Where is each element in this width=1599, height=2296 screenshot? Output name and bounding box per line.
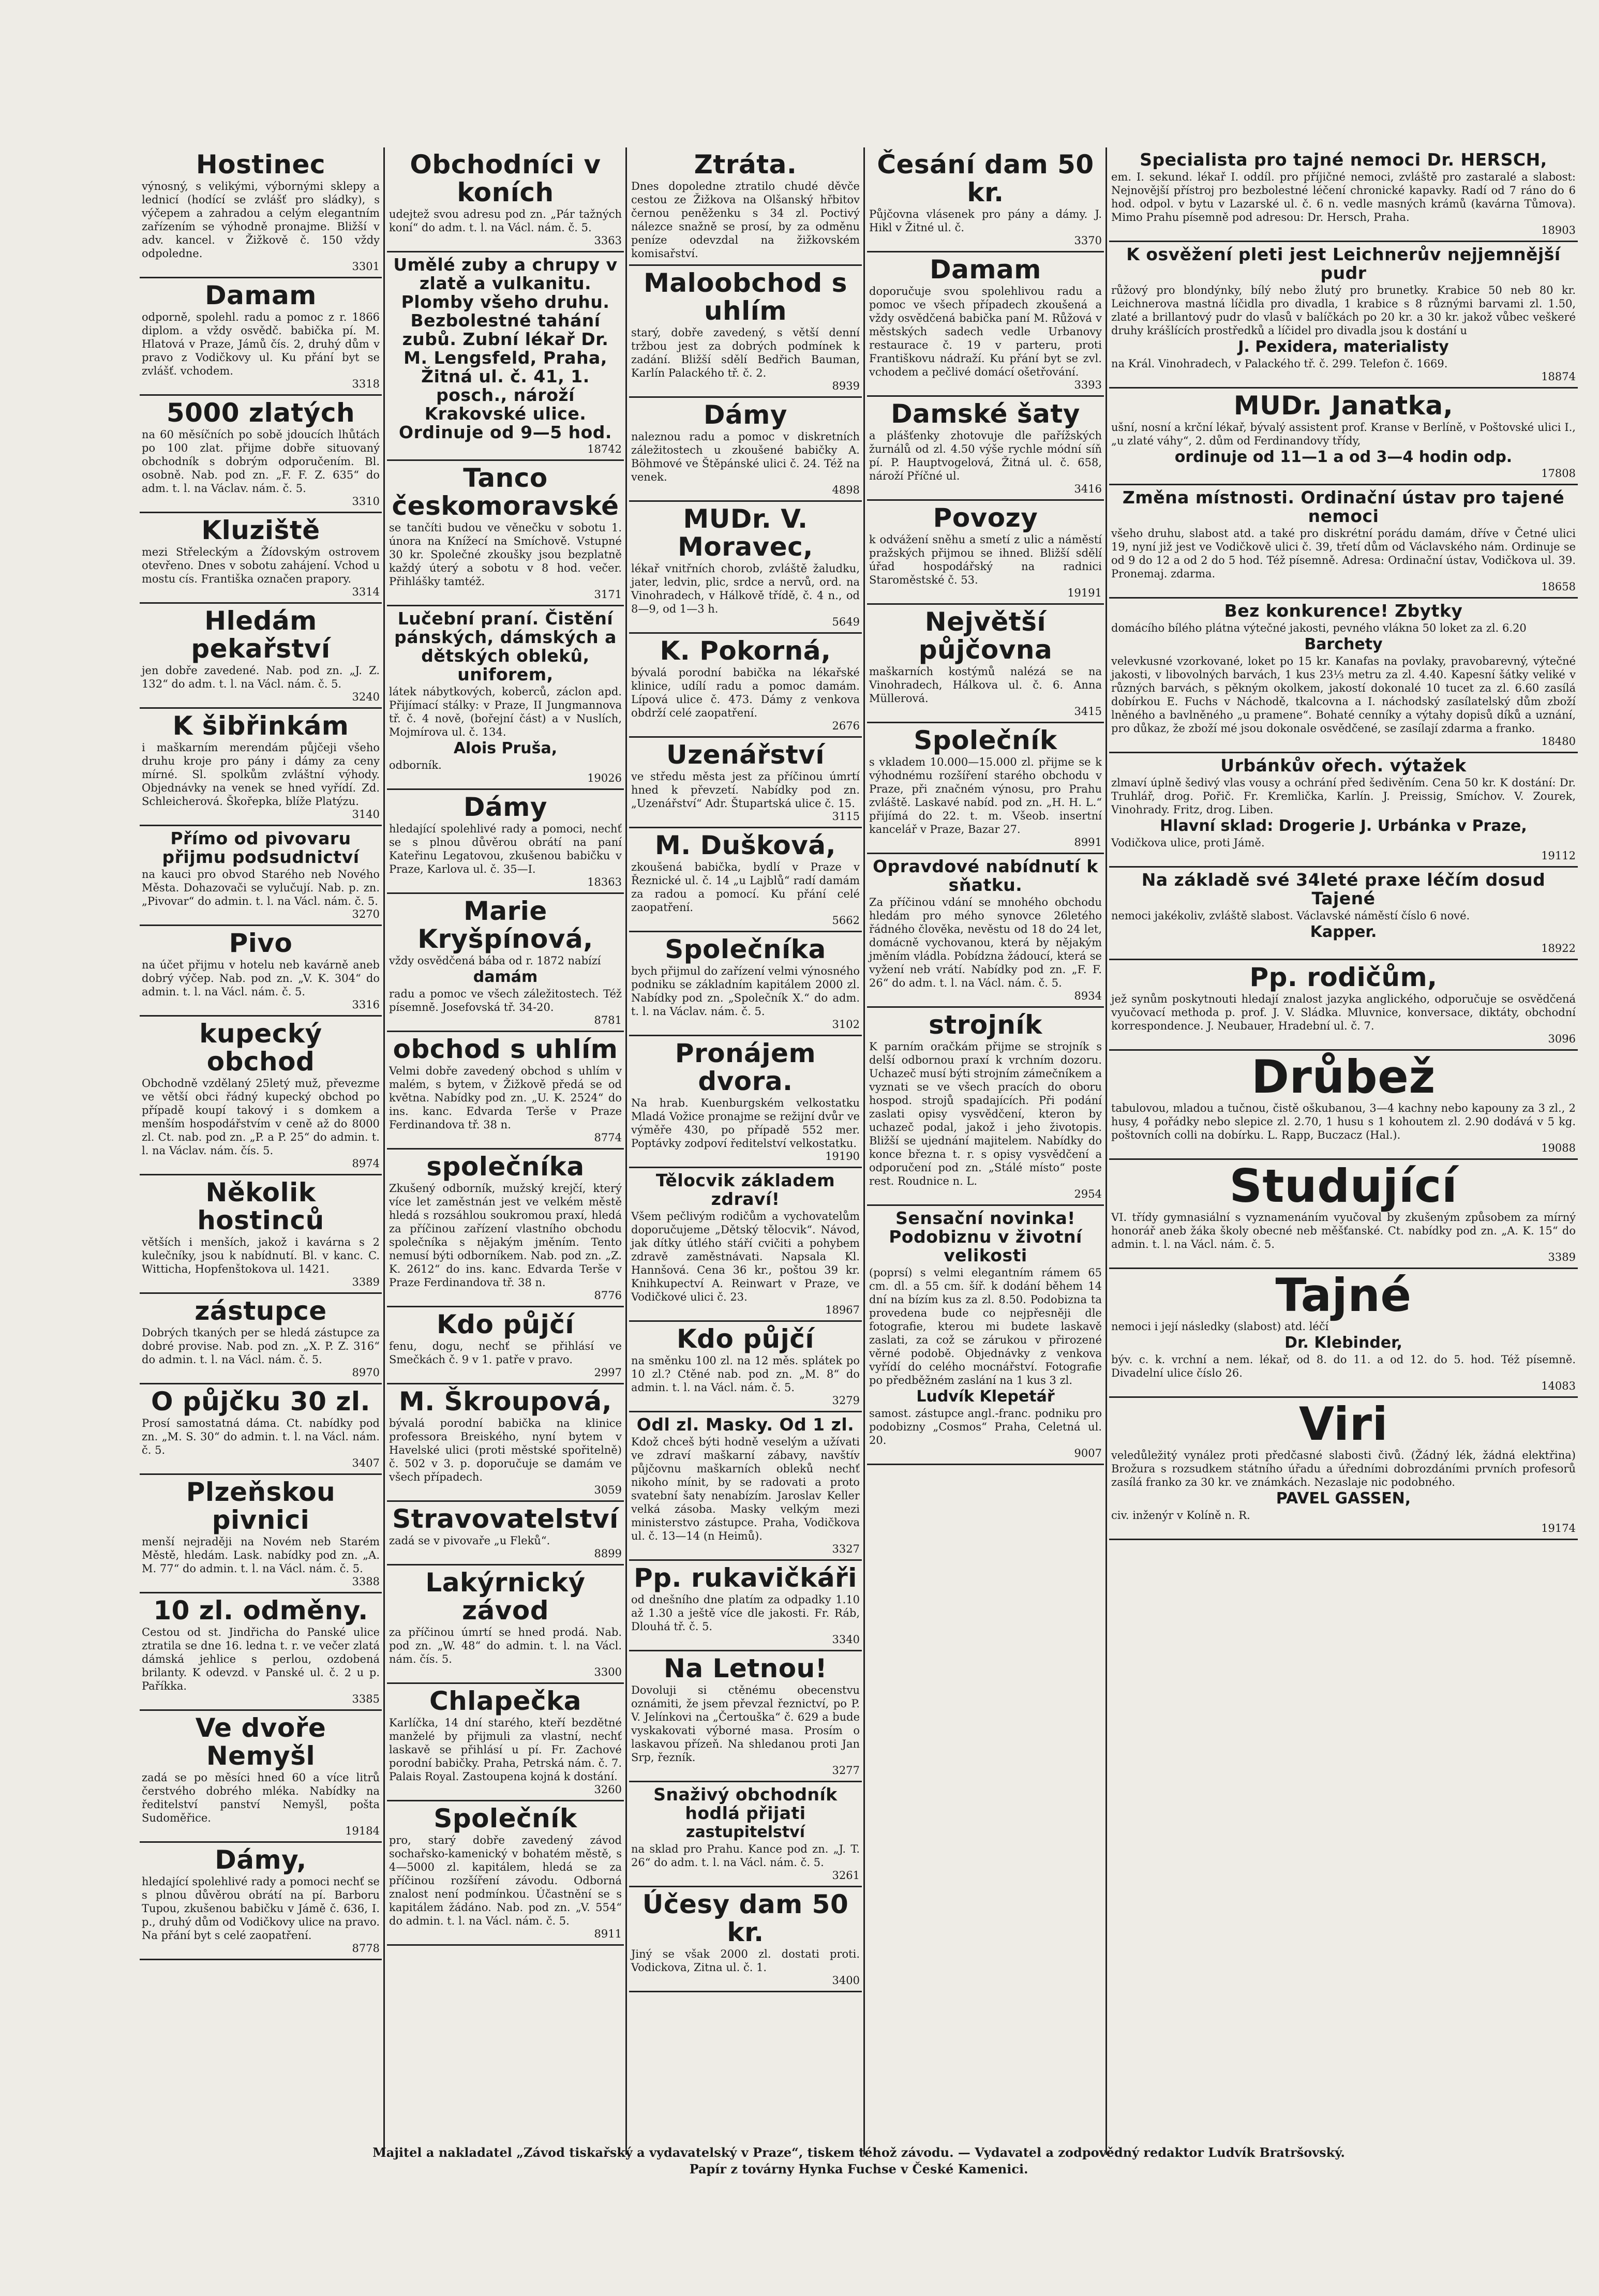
ad-headline: Dámy,: [215, 1845, 307, 1875]
classified-ad: [387, 1384, 624, 1502]
ad-headline: Hledám pekařství: [191, 606, 331, 664]
ad-subheading: Barchety: [1304, 635, 1383, 653]
ad-headline: Na základě své 34leté praxe léčím dosud Tajené: [1141, 870, 1546, 908]
ad-headline: 5000 zlatých: [166, 398, 355, 428]
classified-ad: [629, 1322, 862, 1412]
ad-column-4: [867, 147, 1104, 1465]
ad-number: 8939: [832, 380, 860, 392]
ad-number: 3407: [352, 1457, 380, 1469]
ad-body-continued: Vodičkova ulice, proti Jámě.: [1111, 837, 1265, 849]
ad-body: na účet přijmu v hotelu neb kavárně aneb dobrý výčep. Nab. pod zn. „V. K. 304“ do admin. t. l. na Václ. nám. č. 5.: [142, 959, 380, 998]
classified-ad: [140, 1294, 382, 1384]
ad-headline: zástupce: [195, 1296, 327, 1326]
ad-number: 3102: [832, 1018, 860, 1031]
classified-ad: [1109, 599, 1578, 753]
ad-body: s vkladem 10.000—15.000 zl. přijme se k výhodnému rozšíření starého obchodu v Praze, při značném výnosu, pro Prahu zvláště. Laskavé nabíd. pod zn. „H. H. L.“ přijímá do 22. t. m. Všeob. insertní kancelář v Praze, Bazar 27.: [869, 756, 1102, 836]
classified-ad: [387, 147, 624, 252]
classified-ad: [1109, 753, 1578, 868]
ad-body: Velmi dobře zavedený obchod s uhlím v malém, s bytem, v Žižkově předá se od května. Nabídky pod zn. „U. K. 2524“ do ins. kanc. Edvarda Terše v Praze Ferdinandova tř. 38 n.: [389, 1065, 622, 1131]
ad-number: 3310: [352, 495, 380, 508]
classified-ad: [867, 605, 1104, 723]
column-divider: [625, 147, 627, 2155]
ad-headline: Lučební praní. Čistění pánských, dámských a dětských oblekû, uniforem,: [394, 608, 617, 684]
ad-headline: Účesy dam 50 kr.: [642, 1889, 849, 1947]
classified-ad: [387, 1566, 624, 1684]
ad-number: 5649: [832, 616, 860, 628]
ad-body: i maškarním merendám půjčeji všeho druhu kroje pro pány i dámy za ceny mírné. Sl. spolkům zvláštní výhody. Objednávky na venek se hned vyřídí. Zd. Schleicherová. Škořepka, blíže Platýzu.: [142, 741, 380, 808]
classified-ad: [1109, 1269, 1578, 1398]
classified-ad: [629, 1036, 862, 1168]
ad-subheading: Dr. Klebinder,: [1284, 1334, 1402, 1352]
ad-headline: Plzeňskou pivnici: [186, 1477, 336, 1535]
ad-headline: Na Letnou!: [663, 1653, 827, 1683]
ad-number: 18658: [1541, 580, 1576, 593]
classified-ad: [629, 266, 862, 398]
ad-headline: Obchodníci v koních: [410, 150, 601, 207]
classified-ad: [387, 606, 624, 790]
ad-body: na kauci pro obvod Starého neb Nového Města. Dohazovači se vylučují. Nab. p. zn. „Pivovar“ do admin. t. l. na Václ. nám. č. 5.: [142, 868, 380, 907]
ad-body: veledůležitý vynález proti předčasné slabosti čivů. (Žádný lék, žádná elektřina) Brožura s rozsudkem státního úřadu a úředními dobrozdáními prvních profesorů zasílá franko za 30 kr. ve známkách. Nezaslaje nic podobného.: [1111, 1449, 1576, 1488]
classified-ad: [1109, 960, 1578, 1051]
ad-headline: kupecký obchod: [199, 1019, 322, 1077]
ad-headline: Několik hostinců: [197, 1177, 324, 1235]
ad-headline: Opravdové nabídnutí k sňatku.: [873, 856, 1098, 895]
classified-ad: [140, 826, 382, 926]
ad-subheading: damám: [473, 968, 538, 986]
imprint-footer: [140, 2144, 1578, 2178]
ad-headline: Drůbež: [1251, 1050, 1436, 1104]
classified-ad: [867, 854, 1104, 1008]
ad-headline: Kdo půjčí: [676, 1324, 815, 1354]
ad-body: výnosný, s velikými, výbornými sklepy a lednicí (hodící se zvlášť pro sládky), s výčepem a zahradou a celým elegantním zařízením se výhodně pronajme. Bližší v adv. kancel. v Žižkově č. 150 vždy odpoledne.: [142, 180, 380, 260]
classified-ad: [629, 828, 862, 932]
ad-body: starý, dobře zavedený, s větší denní tržbou jest za dobrých podmínek k zadání. Bližší sdělí Bedřich Bauman, Karlín Palackého tř. č. 2.: [631, 326, 860, 379]
ad-number: 3140: [352, 808, 380, 821]
ad-body: Jiný se však 2000 zl. dostati proti. Vodickova, Zitna ul. č. 1.: [631, 1948, 860, 1974]
ad-body: jež synům poskytnouti hledají znalost jazyka anglického, odporučuje se osvědčená vyučovací methoda p. prof. J. V. Sládka. Mluvnice, konversace, diktáty, obchodní korrespondence. J. Neubauer, Hradební ul. č. 7.: [1111, 993, 1576, 1032]
ad-body: Dovoluji si ctěnému obecenstvu oznámiti, že jsem převzal řeznictví, po P. V. Jelínkovi na „Čertouška“ č. 629 a bude vyskakovati výborné masa. Prosím o laskavou přízeň. Na shledanou proti Jan Srp, řezník.: [631, 1684, 860, 1764]
ad-number: 8776: [594, 1289, 622, 1302]
ad-headline: M. Dušková,: [654, 830, 836, 860]
ad-headline: strojník: [929, 1010, 1042, 1040]
ad-body: vždy osvědčená bába od r. 1872 nabízí: [389, 955, 601, 967]
ad-number: 19184: [345, 1825, 380, 1837]
newspaper-page: [140, 132, 1578, 2181]
ad-body-continued: civ. inženýr v Kolíně n. R.: [1111, 1509, 1250, 1522]
ad-number: 3370: [1074, 234, 1102, 247]
ad-number: 14083: [1541, 1380, 1576, 1392]
classified-ad: [140, 1843, 382, 1960]
classified-ad: [140, 709, 382, 826]
ad-body: pro, starý dobře zavedený závod sochařsko-kamenický v bohatém městě, s 4—5000 zl. kapitálem, hledá se za příčinou rozšíření závodu. Odborná znalost není podmínkou. Účastnění se s kapitálem žádáno. Nab. pod zn. „V. 554“ do admin. t. l. na Václ. nám. č. 5.: [389, 1834, 622, 1927]
ad-headline: Hostinec: [196, 150, 326, 180]
ad-number: 4898: [832, 484, 860, 496]
ad-headline: Damské šaty: [891, 399, 1080, 429]
ad-headline: Stravovatelství: [392, 1504, 619, 1534]
classified-ad: [867, 1008, 1104, 1206]
classified-ad: [140, 147, 382, 278]
classified-ad: [140, 1475, 382, 1593]
ad-number: 3260: [594, 1783, 622, 1796]
ad-body: jen dobře zavedené. Nab. pod zn. „J. Z. 132“ do adm. t. l. na Václ. nám. č. 5.: [142, 664, 380, 690]
ad-headline: K osvěžení pleti jest Leichnerův nejjemnější pudr: [1126, 244, 1561, 283]
ad-body: za příčinou úmrtí se hned prodá. Nab. pod zn. „W. 48“ do admin. t. l. na Václ. nám. čís. 5.: [389, 1626, 622, 1665]
ad-headline: Pivo: [229, 928, 293, 958]
ad-headline: Bez konkurence! Zbytky: [1224, 601, 1463, 621]
classified-ad: [140, 278, 382, 396]
ad-number: 3340: [832, 1633, 860, 1646]
ad-body: fenu, dogu, nechť se přihlásí ve Smečkách č. 9 v 1. patře v pravo.: [389, 1340, 622, 1366]
ad-subheading: Kapper.: [1310, 923, 1377, 941]
classified-ad: [387, 1684, 624, 1801]
ad-body: naleznou radu a pomoc v diskretních záležitostech u zkoušené babičky A. Böhmové ve Štěpánské ulici č. 24. Též na venek.: [631, 430, 860, 483]
ad-number: 2997: [594, 1366, 622, 1379]
ad-headline: K šibřinkám: [172, 711, 349, 741]
ad-number: 8970: [352, 1366, 380, 1379]
ad-subheading: zastupitelství: [685, 1823, 805, 1841]
classified-ad: [629, 398, 862, 502]
classified-ad: [1109, 389, 1578, 485]
ad-body: Kdož chceš býti hodně veselým a užívati ve zdraví maškarní zábavy, navštív půjčovnu maškarních obleků nechť nikoho mínit, by se radovati a proto svatební šaty nenabízím. Jaroslav Keller velká zásoba. Masky velkým mezi ministerstvo zástupce. Praha, Vodičkova ul. č. 13—14 (n Heimů).: [631, 1436, 860, 1542]
ad-number: 8778: [352, 1942, 380, 1955]
ad-subheading: Ludvík Klepetář: [916, 1388, 1055, 1406]
ad-headline: Tanco českomoravské: [392, 463, 619, 521]
ad-body: Cestou od st. Jindřicha do Panské ulice ztratila se dne 16. ledna t. r. ve večer zlatá dámská jehlice s perlou, ozdobená brilanty. K odevzd. v Panské ul. č. 2 u p. Paříkka.: [142, 1626, 380, 1692]
ad-body-continued: odborník.: [389, 759, 442, 771]
classified-ad: [867, 147, 1104, 252]
imprint-line-1: Majitel a nakladatel „Závod tiskařský a vydavatelský v Praze“, tiskem téhož závodu. — Vydavatel a zodpovědný redaktor Ludvík Bratršovský.: [372, 2145, 1345, 2160]
ad-body: Dobrých tkaných per se hledá zástupce za dobré provise. Nab. pod zn. „X. P. Z. 316“ do admin. t. l. na Václ. nám. č. 5.: [142, 1326, 380, 1366]
ad-headline: Kluziště: [201, 515, 320, 545]
ad-body: zkoušená babička, bydlí v Praze v Řeznické ul. č. 14 „u Lajblů“ radí damám za radou a pomocí. Ku přání celé zaopatření.: [631, 861, 860, 914]
imprint-line-2: Papír z továrny Hynka Fuchse v České Kamenici.: [689, 2161, 1028, 2176]
ad-body: udejtež svou adresu pod zn. „Pár tažných koní“ do adm. t. l. na Václ. nám. č. 5.: [389, 208, 622, 234]
ad-headline: Sensační novinka! Podobiznu v životní velikosti: [889, 1208, 1082, 1265]
ad-number: 8774: [594, 1131, 622, 1144]
column-divider: [863, 147, 865, 2155]
ad-number: 2676: [832, 720, 860, 732]
ad-number: 3415: [1074, 705, 1102, 718]
ad-body: Prosí samostatná dáma. Ct. nabídky pod zn. „M. S. 30“ do admin. t. l. na Václ. nám. č. 5.: [142, 1417, 380, 1456]
classified-ad: [140, 1711, 382, 1843]
ad-number: 5662: [832, 914, 860, 927]
classified-ad: [1109, 1398, 1578, 1540]
ad-headline: Největší půjčovna: [918, 607, 1053, 665]
ad-body-continued: býv. c. k. vrchní a nem. lékař, od 8. do 11. a od 12. do 5. hod. Též písemně. Divadelní ulice číslo 26.: [1111, 1353, 1576, 1379]
ad-subheading: PAVEL GASSEN,: [1276, 1489, 1411, 1508]
ad-headline: O půjčku 30 zl.: [151, 1386, 371, 1417]
ad-body-continued: radu a pomoc ve všech záležitostech. Též písemně. Josefovská tř. 34-20.: [389, 988, 622, 1013]
ad-body: lékař vnitřních chorob, zvláště žaludku, jater, ledvin, plic, srdce a nervů, ord. na Vinohradech, v Hálkově třídě, č. 4 n., od 8—9, od 1—3 h.: [631, 562, 860, 615]
ad-headline: Chlapečka: [429, 1686, 581, 1716]
ad-headline: M. Škroupová,: [399, 1386, 612, 1417]
ad-body: tabulovou, mladou a tučnou, čistě oškubanou, 3—4 kachny nebo kapouny za 3 zl., 2 husy, 4 pořádky nebo slepice zl. 2.70, 1 husu s 1 kohoutem zl. 2.90 dodává v 5 kg. poštovních colli na dobírku. L. Rapp, Buczacz (Hal.).: [1111, 1102, 1576, 1141]
ad-number: 3314: [352, 586, 380, 598]
ad-body: k odvážení sněhu a smetí z ulic a náměstí pražských přijmou se ihned. Bližší sdělí úřad hospodářský na radnici Staroměstské č. 53.: [869, 533, 1102, 586]
ad-number: 19088: [1541, 1142, 1576, 1154]
ad-number: 3388: [352, 1575, 380, 1588]
classified-ad: [867, 501, 1104, 605]
ad-number: 8781: [594, 1014, 622, 1026]
ad-body: Na hrab. Kuenburgském velkostatku Mladá Vožice pronajme se režijní dvůr ve výměře 430, po případě 552 mer. Poptávky zodpoví ředitelství velkostatku.: [631, 1097, 860, 1150]
ad-body: nemoci i její následky (slabost) atd. léčí: [1111, 1320, 1329, 1333]
ad-body: maškarních kostýmů nalézá se na Vinohradech, Hálkova ul. č. 6. Anna Müllerová.: [869, 665, 1102, 705]
ad-number: 8974: [352, 1157, 380, 1170]
ad-headline: Dámy: [464, 792, 547, 822]
ad-headline: K. Pokorná,: [660, 636, 831, 666]
ad-headline: Kdo půjčí: [436, 1309, 575, 1339]
classified-ad: [140, 513, 382, 604]
classified-ad: [629, 1887, 862, 1992]
ad-headline: Viri: [1298, 1397, 1388, 1451]
ad-headline: Marie Kryšpínová,: [417, 896, 593, 954]
ad-number: 8911: [594, 1928, 622, 1940]
ad-headline: Pp. rukavičkáři: [634, 1563, 857, 1593]
classified-ad: [387, 1502, 624, 1566]
classified-ad: [629, 634, 862, 738]
ad-body-continued: velevkusné vzorkované, loket po 15 kr. Kanafas na povlaky, pravobarevný, výtečné jakosti, v libovolných barvách, 1 kus 23⅓ metru za zl. 4.40. Kapesní šátky veliké v různých barvách, s pěkným okolkem, jakostí dokonalé 10 tucet za zl. 6.60 zasílá dobírkou E. Fuchs v Náchodě, tkalcovna a I. náchodský zasílatelský dům zboží lněného a bavlněného „u pramene“. Bohaté cenníky a výtahy dopisů díků a uznání, pro důkaz, že zboží mé jsou dokonale osvědčené, se zasílají zdarma a franko.: [1111, 655, 1576, 735]
ad-number: 3261: [832, 1869, 860, 1882]
ad-body: větších i menších, jakož i kavárna s 2 kulečníky, jsou k nabídnutí. Bl. v kanc. C. Witticha, Hopfenštokova ul. 1421.: [142, 1236, 380, 1275]
classified-ad: [387, 461, 624, 606]
ad-body: hledající spolehlivé rady a pomoci, nechť se s plnou důvěrou obrátí na paní Kateřinu Legatovou, zkušenou babičku v Praze, Karlova ul. č. 35—I.: [389, 823, 622, 875]
ad-number: 3318: [352, 378, 380, 390]
classified-ad: [387, 894, 624, 1032]
ad-headline: Studující: [1229, 1159, 1458, 1213]
classified-ad: [140, 1175, 382, 1294]
ad-number: 3389: [352, 1276, 380, 1288]
ad-number: 3096: [1548, 1033, 1576, 1045]
ad-headline: Dámy: [704, 400, 787, 430]
ad-headline: Tělocvik základem zdraví!: [655, 1170, 835, 1209]
ad-body-continued: samost. zástupce angl.-franc. podniku pro podobizny „Cosmos“ Praha, Celetná ul. 20.: [869, 1407, 1102, 1447]
ad-number: 19174: [1541, 1522, 1576, 1534]
ad-number: 3316: [352, 998, 380, 1011]
ad-headline: Česání dam 50 kr.: [877, 150, 1094, 207]
ad-body: růžový pro blondýnky, bílý nebo žlutý pro brunetky. Krabice 50 neb 80 kr. Leichnerova mastná líčidla pro divadla, 1 krabice s 8 různými barvami zl. 1.50, zlaté a brillantový pudr do vlasů v balíčkách po 20 kr. a 30 kr. jakož vůbec veškeré druhy krášlících prostředků a líčidel pro divadla jsou k dostání u: [1111, 284, 1576, 337]
ad-body: Všem pečlivým rodičům a vychovatelům doporučujeme „Dětský tělocvik“. Návod, jak dítky útlého stáří cvičiti a pohybem zdravě zaměstnávati. Napsala Kl. Hannšová. Cena 36 kr., poštou 39 kr. Knihkupectví A. Reinwart v Praze, ve Vodičkové ulici č. 23.: [631, 1210, 860, 1303]
ad-number: 18480: [1541, 735, 1576, 748]
ad-body: nemoci jakékoliv, zvláště slabost. Václavské náměstí číslo 6 nové.: [1111, 910, 1470, 922]
ad-headline: Společníka: [665, 934, 826, 964]
ad-number: 8934: [1074, 990, 1102, 1002]
classified-ad: [1109, 147, 1578, 242]
ad-body: na směnku 100 zl. na 12 měs. splátek po 10 zl.? Ctěné nab. pod zn. „M. 8“ do admin. t. l. na Václ. nám. č. 5.: [631, 1354, 860, 1394]
ad-number: 3300: [594, 1666, 622, 1678]
ad-body: a plášťenky zhotovuje dle pařížských žurnálů od zl. 4.50 výše rychle módní síň pí. P. Hauptvogelová, Žitná ul. č. 658, nároží Příčné ul.: [869, 429, 1102, 482]
ad-body: na 60 měsíčních po sobě jdoucích lhůtách po 100 zlat. přijme dobře situovaný obchodník s dobrým odporučením. Bl. osobně. Nab. pod zn. „F. F. Z. 635“ do adm. t. l. na Václav. nám. č. 5.: [142, 428, 380, 495]
ad-number: 3279: [832, 1394, 860, 1407]
classified-ad: [387, 1801, 624, 1946]
ad-body: VI. třídy gymnasiální s vyznamenáním vyučoval by zkušeným způsobem za mírný honorář aneb žáka školy obecné neb měšťanské. Ct. nabídky pod zn. „A. K. 15“ do admin. t. l. na Václ. nám. č. 5.: [1111, 1211, 1576, 1250]
classified-ad: [1109, 868, 1578, 960]
ad-headline: Uzenářství: [666, 740, 825, 770]
ad-body: látek nábytkových, koberců, záclon apd. Přijímací stálky: v Praze, II Jungmannova tř. č. 4 nově, (bořejní část) a v Nuslích, Mojmírova ul. č. 134.: [389, 685, 622, 738]
classified-ad: [140, 1384, 382, 1475]
ad-body: ve středu města jest za příčinou úmrtí hned k převzetí. Nabídky pod zn. „Uzenářství“ Adr. Štupartská ulice č. 15.: [631, 770, 860, 810]
ad-column-2: [387, 147, 624, 1946]
ad-subheading: Alois Pruša,: [453, 739, 558, 757]
ad-body: od dnešního dne platím za odpadky 1.10 až 1.30 a ještě více dle jakosti. Fr. Ráb, Dlouhá tř. č. 5.: [631, 1593, 860, 1633]
ad-number: 3416: [1074, 483, 1102, 495]
ad-number: 3277: [832, 1764, 860, 1777]
ad-body: Zkušený odborník, mužský krejčí, který více let zaměstnán jest ve velkém městě hledá s rozsáhlou soukromou praxí, hledá za příčinou zařízení vlastního obchodu společníka s nějakým jměním. Tento nemusí býti odborníkem. Nab. pod zn. „Z. K. 2612“ do ins. kanc. Edvarda Terše v Praze Ferdinandova tř. 38 n.: [389, 1182, 622, 1289]
ad-body: Obchodně vzdělaný 25letý muž, převezme ve větší obci řádný kupecký obchod po případě koupí takový i s domkem a menším hospodářstvím v ceně až do 8000 zl. Ct. nab. pod zn. „P. a P. 25“ do admin. t. l. na Václav. nám. čís. 5.: [142, 1077, 380, 1157]
ad-headline: Ztráta.: [694, 150, 797, 180]
ad-number: 2954: [1074, 1188, 1102, 1200]
ad-column-5: [1109, 147, 1578, 1540]
ad-number: 3393: [1074, 379, 1102, 391]
classified-ad: [1109, 242, 1578, 389]
ad-number: 3385: [352, 1693, 380, 1705]
ad-body: mezi Střeleckým a Žídovským ostrovem otevřeno. Dnes v sobotu zahájení. Vchod u mostu cís. Františka označen prapory.: [142, 546, 380, 585]
ad-body: hledající spolehlivé rady a pomoci nechť se s plnou důvěrou obrátí na pí. Barboru Tupou, zkušenou babičku v Jámě č. 636, I. p., druhý dům od Vodičkovy ulice na pravo. Na přání byt s celé zaopatření.: [142, 1875, 380, 1942]
column-divider: [1105, 147, 1107, 2155]
column-divider: [383, 147, 385, 2155]
ad-body: domácího bílého plátna výtečné jakosti, pevného vlákna 50 loket za zl. 6.20: [1111, 622, 1527, 634]
ad-number: 19191: [1067, 587, 1102, 599]
ad-number: 17808: [1541, 467, 1576, 480]
classified-ad: [867, 397, 1104, 501]
ad-body: Dnes dopoledne ztratilo chudé děvče cestou ze Žižkova na Olšanský hřbitov černou peněženku s 34 zl. Poctivý nálezce snažně se prosí, by za odměnu peníze odevzdal na žižkovském komisařství.: [631, 180, 860, 260]
ad-headline: Společník: [914, 725, 1057, 755]
ad-number: 8899: [594, 1547, 622, 1560]
classified-ad: [140, 396, 382, 513]
ad-number: 18874: [1541, 370, 1576, 383]
ad-headline: Povozy: [933, 503, 1038, 533]
ad-number: 19026: [587, 772, 622, 784]
ad-body: Půjčovna vlásenek pro pány a dámy. J. Hikl v Žitné ul. č.: [869, 208, 1102, 234]
ad-subheading: Hlavní sklad: Drogerie J. Urbánka v Praze,: [1160, 817, 1527, 835]
classified-ad: [387, 1150, 624, 1307]
classified-ad: [629, 1782, 862, 1887]
ad-headline: Ve dvoře Nemyšl: [195, 1713, 326, 1771]
classified-ad: [629, 1651, 862, 1782]
ad-body: zadá se v pivovaře „u Fleků“.: [389, 1534, 550, 1547]
ad-number: 3389: [1548, 1251, 1576, 1263]
ad-number: 19190: [825, 1150, 860, 1162]
ad-number: 3059: [594, 1484, 622, 1496]
classified-ad: [1109, 1051, 1578, 1160]
ad-body: bych přijmul do zařízení velmi výnosného podniku se základním kapitálem 2000 zl. Nabídky pod zn. „Společník X.“ do adm. t. l. na Václav. nám. č. 5.: [631, 965, 860, 1018]
ad-number: 3327: [832, 1543, 860, 1555]
ad-headline: Pronájem dvora.: [675, 1038, 816, 1096]
ad-body: všeho druhu, slabost atd. a také pro diskrétní porádu damám, dříve v Četné ulici 19, nyní již jest ve Vodičkově ulici č. 39, třetí dům od Václavského nám. Ordinuje se od 9 do 12 a od 2 do 5 hod. Též písemně. Adresa: Ordinační ústav, Vodičkova ul. 39. Pronemaj. zdarma.: [1111, 527, 1576, 580]
classified-ad: [1109, 485, 1578, 599]
ad-number: 9007: [1074, 1447, 1102, 1459]
ad-headline: Umělé zuby a chrupy v zlatě a vulkanitu. Plomby všeho druhu. Bezbolestné tahání zubů. Zubní lékař Dr. M. Lengsfeld, Praha, Žitná ul. č. 41, 1. posch., nároží Krakovské ulice. Ordinuje od 9—5 hod.: [393, 255, 618, 442]
classified-ad: [387, 1307, 624, 1384]
classified-ad: [387, 1032, 624, 1150]
ad-body: zadá se po měsíci hned 60 a více litrů čerstvého dobrého mléka. Nabídky na ředitelství panství Nemyšl, pošta Sudoměřice.: [142, 1771, 380, 1824]
ad-number: 18903: [1541, 224, 1576, 236]
ad-headline: Maloobchod s uhlím: [644, 268, 847, 326]
ad-body: (poprsí) s velmi elegantním rámem 65 cm. dl. a 55 cm. šíř. k dodání během 14 dní na bízím kus za zl. 8.50. Podobizna ta provedena bude co nejpřesněji dle fotografie, kterou mi budete laskavě zaslati, za což se zárukou v přirozené věrné podobě. Objednávky z venkova vyřídí do celého mocnářství. Fotografie po předběžném zaslání na 1 kus 3 zl.: [869, 1266, 1102, 1386]
classified-ad: [867, 723, 1104, 854]
ad-body: zlmaví úplně šedivý vlas vousy a ochrání před šedivěním. Cena 50 kr. K dostání: Dr. Truhlář, drog. Pořič. Fr. Kremlička, Karlín. J. Preissig, Smíchov. V. Zourek, Vinohrady. Fritz, drog. Liben.: [1111, 777, 1576, 816]
ad-body: doporučuje svou spolehlivou radu a pomoc ve všech případech zkoušená a vždy osvědčená babička paní M. Růžová v městských sadech vedle Urbanovy restaurace č. 19 v parteru, proti Františkovu nádraží. Ku přání byt se zvl. vchodem a pečlivé domácí ošetřování.: [869, 285, 1102, 378]
ad-number: 3270: [352, 908, 380, 920]
ad-number: 18363: [587, 876, 622, 888]
ad-headline: obchod s uhlím: [393, 1034, 618, 1064]
ad-body: Karlíčka, 14 dní starého, kteří bezdětné manželé by přijmuli za vlastní, nechť laskavě se přihlásí u pí. Fr. Zachové porodní babičky. Praha, Petrská nám. č. 7. Palais Royal. Zastoupena kojná k dostání.: [389, 1717, 622, 1783]
ad-headline: společníka: [426, 1152, 585, 1182]
ad-number: 18967: [825, 1304, 860, 1316]
classified-ad: [629, 932, 862, 1036]
ad-body: Za příčinou vdání se mnohého obchodu hledám pro mého synovce 26letého řádného člověka, nevěstu od 18 do 24 let, domácně vychovanou, která by nějakým jměním vládla. Pobídzna žádoucí, která se vyžení neb vrátí. Nabídky pod zn. „F. F. 26“ do adm. t. l. na Václ. nám. č. 5.: [869, 896, 1102, 989]
ad-number: 3363: [594, 234, 622, 247]
ad-body: menší nejraději na Novém neb Starém Městě, hledám. Lask. nabídky pod zn. „A. M. 77“ do admin. t. l. na Václ. nám. č. 5.: [142, 1535, 380, 1575]
ad-number: 19112: [1541, 849, 1576, 862]
ad-body: odporně, spolehl. radu a pomoc z r. 1866 diplom. a vždy osvědč. babička pí. M. Hlatová v Praze, Jámů čís. 2, druhý dům v pravo z Vodičkovy ul. Ku přání byt se zvlášť. vchodem.: [142, 311, 380, 377]
classified-ad: [387, 790, 624, 894]
classified-ad: [867, 252, 1104, 397]
ad-number: 3240: [352, 691, 380, 703]
ad-headline: Damam: [930, 255, 1041, 285]
ad-subheading: ordinuje od 11—1 a od 3—4 hodin odp.: [1174, 448, 1513, 466]
ad-headline: Urbánkův ořech. výtažek: [1220, 755, 1467, 776]
ad-headline: Snaživý obchodník hodlá přijati: [653, 1784, 838, 1823]
ad-body: em. I. sekund. lékař I. oddíl. pro příjičné nemoci, zvláště pro zastaralé a slabost: Nejnovější přístroj pro bezbolestné léčení chronické kapavky. Radí od 7 ráno do 6 hod. odpol. v bytu v Lazarské ul. č. 6 n. vedle masných krámů (kavárna Tůmova). Mimo Prahu písemně pod adresou: Dr. Hersch, Praha.: [1111, 171, 1576, 223]
classified-ad: [867, 1206, 1104, 1465]
ad-number: 8991: [1074, 836, 1102, 848]
classified-ad: [629, 1561, 862, 1651]
classified-ad: [629, 1412, 862, 1561]
ad-body-continued: na Král. Vinohradech, v Palackého tř. č. 299. Telefon č. 1669.: [1111, 357, 1448, 370]
ad-headline: 10 zl. odměny.: [153, 1596, 368, 1626]
ad-body: ušní, nosní a krční lékař, bývalý assistent prof. Kranse v Berlíně, v Poštovské ulici I., „u zlaté váhy“, 2. dům od Ferdinandovy třídy,: [1111, 421, 1576, 447]
ad-number: 3171: [594, 588, 622, 601]
ad-subheading: J. Pexidera, materialisty: [1238, 338, 1449, 356]
classified-ad: [140, 1017, 382, 1175]
classified-ad: [140, 604, 382, 709]
ad-headline: Damam: [205, 280, 317, 310]
ad-body: K parním oračkám přijme se strojník s delší odbornou praxí k vrchním dozoru. Uchazeč musí býti strojním zámečníkem a vyznati se ve všech pracích do oboru hospod. strojů spadajících. Při podání zaslati opisy vysvědčení, kteron by uchazeč podal, jakož i jeho životopis. Bližší se ujednání majitelem. Nabídky do konce března t. r. s opisy vysvědčení a odporučení pod zn. „Stálé místo“ poste rest. Roudnice n. L.: [869, 1040, 1102, 1187]
ad-number: 3115: [832, 810, 860, 823]
ad-body: bývalá porodní babička na lékařské klinice, udílí radu a pomoc damám. Lípová ulice č. 473. Dámy z venkova obdrží celé zaopatření.: [631, 666, 860, 719]
ad-body-continued: na sklad pro Prahu. Kance pod zn. „J. T. 26“ do adm. t. l. na Václ. nám. č. 5.: [631, 1843, 860, 1869]
ad-headline: Odl zl. Masky. Od 1 zl.: [636, 1414, 855, 1435]
ad-body: se tančíti budou ve věnečku v sobotu 1. února na Knížecí na Smíchově. Vstupné 30 kr. Společné zkoušky jsou bezplatně každý úterý a sobotu v 8 hod. večer. Přihlášky tamtéž.: [389, 521, 622, 588]
classified-ad: [629, 147, 862, 266]
classified-ad: [629, 1168, 862, 1322]
ad-headline: Společník: [434, 1803, 577, 1833]
classified-ad: [629, 502, 862, 634]
ad-number: 3400: [832, 1974, 860, 1987]
ad-headline: Lakýrnický závod: [425, 1568, 586, 1626]
classified-ad: [140, 926, 382, 1017]
ad-number: 18922: [1541, 942, 1576, 955]
ad-headline: Změna místnosti. Ordinační ústav pro tajené nemoci: [1122, 487, 1565, 526]
classified-ad: [387, 252, 624, 461]
ad-headline: Tajné: [1275, 1269, 1412, 1322]
classified-ad: [629, 738, 862, 828]
ad-headline: Pp. rodičům,: [1249, 962, 1438, 992]
classified-ad: [140, 1593, 382, 1711]
ad-body: bývalá porodní babička na klinice professora Breiského, nyní bytem v Havelské ulici (proti městské spořitelně) č. 502 v 3. p. doporučuje se damám ve všech případech.: [389, 1417, 622, 1483]
ad-headline: Přímo od pivovaru přijmu podsudnictví: [162, 828, 360, 867]
ad-number: 18742: [587, 443, 622, 455]
ad-column-3: [629, 147, 862, 1992]
ad-headline: MUDr. Janatka,: [1233, 391, 1454, 421]
ad-headline: MUDr. V. Moravec,: [678, 504, 813, 562]
ad-number: 3301: [352, 260, 380, 273]
ad-column-1: [140, 147, 382, 1960]
ad-headline: Specialista pro tajné nemoci Dr. HERSCH,: [1140, 150, 1547, 170]
classified-ad: [1109, 1160, 1578, 1269]
